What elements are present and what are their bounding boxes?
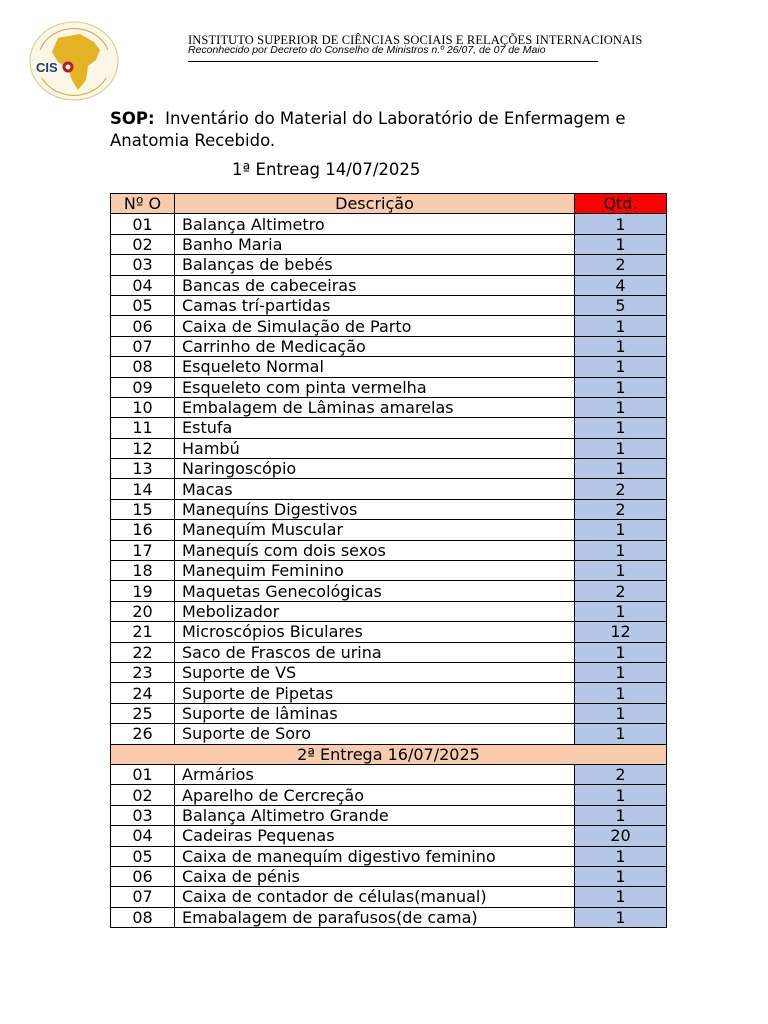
row-description: Cadeiras Pequenas xyxy=(175,826,575,846)
row-number: 05 xyxy=(111,846,175,866)
row-description: Maquetas Genecológicas xyxy=(175,581,575,601)
row-description: Suporte de VS xyxy=(175,662,575,682)
table-row xyxy=(111,662,667,682)
table-row xyxy=(111,724,667,744)
title-prefix: SOP: xyxy=(110,109,155,128)
row-quantity: 1 xyxy=(575,703,667,723)
table-row xyxy=(111,397,667,417)
row-quantity: 1 xyxy=(575,805,667,825)
table-row xyxy=(111,866,667,886)
header-divider xyxy=(188,61,598,62)
row-quantity: 1 xyxy=(575,724,667,744)
row-quantity: 2 xyxy=(575,255,667,275)
document-title xyxy=(110,108,670,152)
decree-subtitle: Reconhecido por Decreto do Conselho de Ministros n.º 26/07, de 07 de Maio xyxy=(188,44,546,56)
row-quantity: 12 xyxy=(575,622,667,642)
table-row xyxy=(111,255,667,275)
inventory-table xyxy=(110,193,667,928)
row-quantity: 1 xyxy=(575,459,667,479)
row-number: 17 xyxy=(111,540,175,560)
row-quantity: 1 xyxy=(575,234,667,254)
header-number: Nº O xyxy=(111,194,175,214)
table-row xyxy=(111,479,667,499)
table-row xyxy=(111,907,667,927)
row-number: 22 xyxy=(111,642,175,662)
row-number: 10 xyxy=(111,397,175,417)
row-description: Suporte de Soro xyxy=(175,724,575,744)
row-quantity: 1 xyxy=(575,866,667,886)
row-number: 18 xyxy=(111,561,175,581)
table-row xyxy=(111,316,667,336)
row-description: Camas trí-partidas xyxy=(175,295,575,315)
table-row xyxy=(111,601,667,621)
row-number: 07 xyxy=(111,887,175,907)
logo-text: CIS xyxy=(36,60,58,75)
institution-name: INSTITUTO SUPERIOR DE CIÊNCIAS SOCIAIS E RELAÇÕES INTERNACIONAIS xyxy=(188,33,643,47)
row-number: 19 xyxy=(111,581,175,601)
row-description: Caixa de pénis xyxy=(175,866,575,886)
row-description: Naringoscópio xyxy=(175,459,575,479)
row-quantity: 2 xyxy=(575,764,667,784)
row-description: Microscópios Biculares xyxy=(175,622,575,642)
row-quantity: 4 xyxy=(575,275,667,295)
row-quantity: 1 xyxy=(575,887,667,907)
row-description: Manequim Feminino xyxy=(175,561,575,581)
row-description: Mebolizador xyxy=(175,601,575,621)
table-header-row xyxy=(111,194,667,214)
row-quantity: 1 xyxy=(575,540,667,560)
table-row xyxy=(111,764,667,784)
row-quantity: 1 xyxy=(575,846,667,866)
row-number: 09 xyxy=(111,377,175,397)
row-number: 23 xyxy=(111,662,175,682)
row-description: Suporte de lâminas xyxy=(175,703,575,723)
table-row xyxy=(111,805,667,825)
row-number: 20 xyxy=(111,601,175,621)
table-row xyxy=(111,438,667,458)
table-row xyxy=(111,581,667,601)
row-number: 04 xyxy=(111,826,175,846)
row-description: Suporte de Pipetas xyxy=(175,683,575,703)
table-row xyxy=(111,377,667,397)
title-text: Inventário do Material do Laboratório de Enfermagem e Anatomia Recebido. xyxy=(110,109,626,150)
row-number: 02 xyxy=(111,234,175,254)
row-quantity: 5 xyxy=(575,295,667,315)
row-number: 11 xyxy=(111,418,175,438)
row-number: 06 xyxy=(111,866,175,886)
header-description: Descrição xyxy=(175,194,575,214)
row-quantity: 2 xyxy=(575,499,667,519)
row-number: 03 xyxy=(111,255,175,275)
row-quantity: 1 xyxy=(575,907,667,927)
row-quantity: 1 xyxy=(575,601,667,621)
row-quantity: 1 xyxy=(575,316,667,336)
institution-logo xyxy=(28,20,120,102)
delivery-2-title: 2ª Entrega 16/07/2025 xyxy=(111,744,667,764)
row-number: 06 xyxy=(111,316,175,336)
row-description: Balança Altimetro xyxy=(175,214,575,234)
row-quantity: 2 xyxy=(575,479,667,499)
row-description: Embalagem de Lâminas amarelas xyxy=(175,397,575,417)
row-description: Armários xyxy=(175,764,575,784)
row-quantity: 1 xyxy=(575,683,667,703)
row-number: 14 xyxy=(111,479,175,499)
table-row xyxy=(111,846,667,866)
table-row xyxy=(111,785,667,805)
table-row xyxy=(111,622,667,642)
row-number: 16 xyxy=(111,520,175,540)
row-description: Caixa de contador de células(manual) xyxy=(175,887,575,907)
table-row xyxy=(111,642,667,662)
row-number: 01 xyxy=(111,764,175,784)
row-description: Manequíns Digestivos xyxy=(175,499,575,519)
table-row xyxy=(111,459,667,479)
row-description: Manequís com dois sexos xyxy=(175,540,575,560)
table-row xyxy=(111,295,667,315)
row-description: Banho Maria xyxy=(175,234,575,254)
row-description: Aparelho de Cercreção xyxy=(175,785,575,805)
row-quantity: 20 xyxy=(575,826,667,846)
table-row xyxy=(111,234,667,254)
row-number: 24 xyxy=(111,683,175,703)
row-quantity: 1 xyxy=(575,561,667,581)
delivery-2-title-row xyxy=(111,744,667,764)
row-quantity: 1 xyxy=(575,662,667,682)
delivery-1-title: 1ª Entreag 14/07/2025 xyxy=(232,160,421,179)
table-row xyxy=(111,520,667,540)
row-description: Esqueleto com pinta vermelha xyxy=(175,377,575,397)
row-quantity: 1 xyxy=(575,357,667,377)
row-quantity: 1 xyxy=(575,438,667,458)
table-row xyxy=(111,561,667,581)
row-description: Balanças de bebés xyxy=(175,255,575,275)
row-description: Macas xyxy=(175,479,575,499)
row-description: Carrinho de Medicação xyxy=(175,336,575,356)
table-row xyxy=(111,214,667,234)
row-quantity: 1 xyxy=(575,397,667,417)
row-description: Manequím Muscular xyxy=(175,520,575,540)
table-row xyxy=(111,540,667,560)
row-quantity: 1 xyxy=(575,642,667,662)
table-row xyxy=(111,683,667,703)
table-row xyxy=(111,499,667,519)
row-number: 03 xyxy=(111,805,175,825)
row-quantity: 1 xyxy=(575,336,667,356)
row-number: 13 xyxy=(111,459,175,479)
row-quantity: 1 xyxy=(575,377,667,397)
row-quantity: 1 xyxy=(575,785,667,805)
table-row xyxy=(111,887,667,907)
table-row xyxy=(111,703,667,723)
row-number: 15 xyxy=(111,499,175,519)
row-number: 02 xyxy=(111,785,175,805)
delivery-1-rows xyxy=(111,214,667,744)
delivery-2-rows xyxy=(111,764,667,927)
table-row xyxy=(111,336,667,356)
row-quantity: 1 xyxy=(575,520,667,540)
row-description: Caixa de manequím digestivo feminino xyxy=(175,846,575,866)
row-quantity: 1 xyxy=(575,214,667,234)
row-number: 01 xyxy=(111,214,175,234)
row-number: 08 xyxy=(111,357,175,377)
row-number: 07 xyxy=(111,336,175,356)
row-number: 12 xyxy=(111,438,175,458)
table-row xyxy=(111,275,667,295)
row-number: 26 xyxy=(111,724,175,744)
row-number: 08 xyxy=(111,907,175,927)
row-description: Hambú xyxy=(175,438,575,458)
row-description: Saco de Frascos de urina xyxy=(175,642,575,662)
row-description: Balança Altimetro Grande xyxy=(175,805,575,825)
row-quantity: 1 xyxy=(575,418,667,438)
row-description: Estufa xyxy=(175,418,575,438)
row-description: Bancas de cabeceiras xyxy=(175,275,575,295)
row-number: 21 xyxy=(111,622,175,642)
row-description: Caixa de Simulação de Parto xyxy=(175,316,575,336)
table-row xyxy=(111,826,667,846)
row-quantity: 2 xyxy=(575,581,667,601)
row-description: Emabalagem de parafusos(de cama) xyxy=(175,907,575,927)
row-description: Esqueleto Normal xyxy=(175,357,575,377)
delivery-2-section xyxy=(111,744,667,764)
row-number: 05 xyxy=(111,295,175,315)
row-number: 25 xyxy=(111,703,175,723)
table-row xyxy=(111,357,667,377)
row-number: 04 xyxy=(111,275,175,295)
table-row xyxy=(111,418,667,438)
header-quantity: Qtd. xyxy=(575,194,667,214)
